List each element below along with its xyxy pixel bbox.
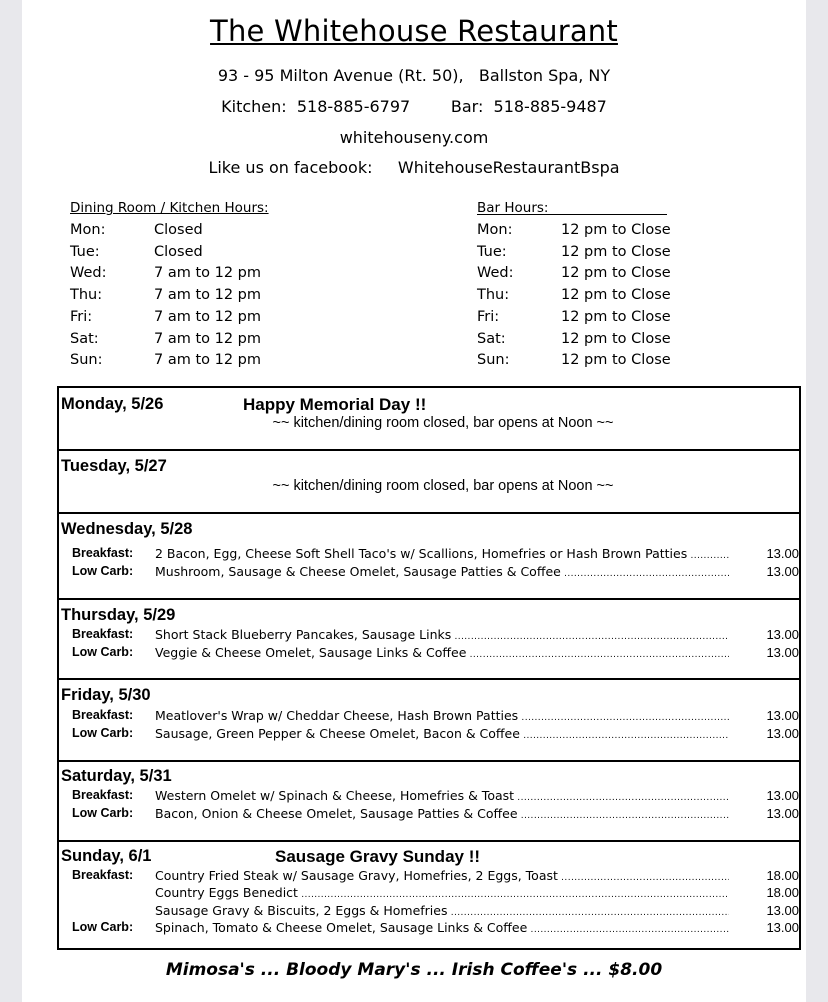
menu-item xyxy=(59,806,799,824)
hours-day: Mon: xyxy=(477,222,513,238)
hours-time: 12 pm to Close xyxy=(561,287,671,304)
divider xyxy=(59,512,799,514)
hours-day: Wed: xyxy=(70,265,107,282)
menu-item xyxy=(59,708,799,726)
drinks-special xyxy=(22,960,806,980)
bar-hours-heading: Bar Hours: xyxy=(477,200,549,216)
monday-special: Happy Memorial Day !! xyxy=(243,395,427,414)
hours-day: Sat: xyxy=(477,330,506,347)
hours-day: Sun: xyxy=(477,352,510,369)
address-line xyxy=(22,66,806,85)
divider xyxy=(59,449,799,451)
item-price: 13.00 xyxy=(766,645,799,660)
dining-hours-row xyxy=(70,284,370,306)
hours-day: Mon: xyxy=(70,222,106,238)
divider xyxy=(59,678,799,680)
bar-hours-row xyxy=(477,349,777,371)
item-category: Low Carb: xyxy=(72,564,134,578)
hours-day: Thu: xyxy=(477,287,510,304)
bar-hours-row xyxy=(477,328,777,350)
item-price: 18.00 xyxy=(766,868,799,883)
hours-day: Sun: xyxy=(70,352,103,369)
menu-item xyxy=(59,627,799,645)
item-description: Country Fried Steak w/ Sausage Gravy, Homefries, 2 Eggs, Toast ..... xyxy=(155,868,729,883)
day-tuesday: Tuesday, 5/27 xyxy=(61,457,167,475)
item-category: Breakfast: xyxy=(72,627,134,641)
item-category: Breakfast: xyxy=(72,546,134,560)
menu-item xyxy=(59,564,799,582)
bar-label: Bar: xyxy=(450,97,484,116)
hours-day: Thu: xyxy=(70,287,103,304)
item-description: Meatlover's Wrap w/ Cheddar Cheese, Hash Brown Patties ..... xyxy=(155,708,729,723)
hours-time: 12 pm to Close xyxy=(561,330,671,347)
drinks-price: $8.00 xyxy=(608,960,663,980)
website-link[interactable]: whitehouseny.com xyxy=(339,128,489,147)
dining-hours-row xyxy=(70,262,370,284)
item-category: Low Carb: xyxy=(72,645,134,659)
day-saturday: Saturday, 5/31 xyxy=(61,767,172,785)
item-price: 13.00 xyxy=(766,806,799,821)
dining-hours-row xyxy=(70,349,370,371)
item-category: Breakfast: xyxy=(72,788,134,802)
hours-time: 12 pm to Close xyxy=(561,222,671,238)
bar-hours-row xyxy=(477,262,777,284)
item-description: Veggie & Cheese Omelet, Sausage Links & Coffee ..... xyxy=(155,645,729,660)
hours-day: Tue: xyxy=(70,243,100,260)
phone-line xyxy=(22,97,806,116)
hours-time: 7 am to 12 pm xyxy=(154,265,262,282)
hours-time: Closed xyxy=(154,222,203,238)
day-monday: Monday, 5/26 xyxy=(61,395,164,413)
dining-hours-row xyxy=(70,219,370,241)
menu-item xyxy=(59,920,799,938)
item-category: Low Carb: xyxy=(72,920,134,934)
menu-item xyxy=(59,868,799,886)
kitchen-phone[interactable]: 518-885-6797 xyxy=(296,97,411,116)
dining-hours-row xyxy=(70,328,370,350)
facebook-handle[interactable]: WhitehouseRestaurantBspa xyxy=(397,158,620,177)
hours-time: 7 am to 12 pm xyxy=(154,352,262,369)
menu-item xyxy=(59,546,799,564)
hours-time: 7 am to 12 pm xyxy=(154,287,262,304)
tuesday-note: ~~ kitchen/dining room closed, bar opens at Noon ~~ xyxy=(272,478,614,494)
item-description: Bacon, Onion & Cheese Omelet, Sausage Patties & Coffee ..... xyxy=(155,806,729,821)
hours-time: 12 pm to Close xyxy=(561,243,671,260)
item-description: Spinach, Tomato & Cheese Omelet, Sausage Links & Coffee ..... xyxy=(155,920,729,935)
monday-note: ~~ kitchen/dining room closed, bar opens at Noon ~~ xyxy=(272,415,614,431)
item-description: Sausage, Green Pepper & Cheese Omelet, Bacon & Coffee ..... xyxy=(155,726,729,741)
facebook-label: Like us on facebook: xyxy=(208,158,373,177)
divider xyxy=(59,760,799,762)
item-description: Country Eggs Benedict ..... xyxy=(155,885,729,900)
menu-item xyxy=(59,645,799,663)
restaurant-title: The Whitehouse Restaurant xyxy=(210,14,618,48)
item-description: Short Stack Blueberry Pancakes, Sausage Links ..... xyxy=(155,627,729,642)
drinks-list: Mimosa's ... Bloody Mary's ... Irish Coffee's ... xyxy=(165,960,603,980)
item-description: Mushroom, Sausage & Cheese Omelet, Sausage Patties & Coffee ..... xyxy=(155,564,729,579)
bar-hours-underline xyxy=(477,214,667,215)
hours-time: Closed xyxy=(154,243,203,260)
bar-hours-row xyxy=(477,241,777,263)
menu-page xyxy=(22,0,806,1002)
sunday-special: Sausage Gravy Sunday !! xyxy=(275,847,481,866)
item-price: 13.00 xyxy=(766,788,799,803)
city: Ballston Spa, NY xyxy=(478,66,611,85)
hours-day: Tue: xyxy=(477,243,507,260)
bar-hours-row xyxy=(477,219,777,241)
item-description: 2 Bacon, Egg, Cheese Soft Shell Taco's w/ Scallions, Homefries or Hash Brown Patties ..... xyxy=(155,546,729,561)
hours-time: 12 pm to Close xyxy=(561,352,671,369)
hours-day: Wed: xyxy=(477,265,514,282)
menu-item xyxy=(59,726,799,744)
dining-hours-row xyxy=(70,306,370,328)
hours-time: 7 am to 12 pm xyxy=(154,308,262,325)
website-line xyxy=(22,128,806,147)
day-sunday: Sunday, 6/1 xyxy=(61,847,152,865)
hours-time: 12 pm to Close xyxy=(561,265,671,282)
menu-item xyxy=(59,903,799,921)
item-price: 13.00 xyxy=(766,627,799,642)
item-category: Breakfast: xyxy=(72,708,134,722)
day-wednesday: Wednesday, 5/28 xyxy=(61,520,193,538)
item-category: Low Carb: xyxy=(72,726,134,740)
facebook-line xyxy=(22,158,806,177)
item-category: Breakfast: xyxy=(72,868,134,882)
bar-phone[interactable]: 518-885-9487 xyxy=(493,97,607,116)
item-price: 13.00 xyxy=(766,920,799,935)
hours-day: Fri: xyxy=(477,308,500,325)
bar-hours-row xyxy=(477,284,777,306)
day-thursday: Thursday, 5/29 xyxy=(61,606,176,624)
hours-day: Fri: xyxy=(70,308,93,325)
hours-day: Sat: xyxy=(70,330,99,347)
menu-item xyxy=(59,885,799,903)
item-description: Sausage Gravy & Biscuits, 2 Eggs & Homefries ..... xyxy=(155,903,729,918)
address: 93 - 95 Milton Avenue (Rt. 50), xyxy=(217,66,464,85)
weekly-menu xyxy=(57,386,801,950)
item-price: 13.00 xyxy=(766,903,799,918)
item-category: Low Carb: xyxy=(72,806,134,820)
divider xyxy=(59,840,799,842)
day-friday: Friday, 5/30 xyxy=(61,686,151,704)
dining-hours-row xyxy=(70,241,370,263)
item-description: Western Omelet w/ Spinach & Cheese, Homefries & Toast ..... xyxy=(155,788,729,803)
menu-item xyxy=(59,788,799,806)
bar-hours-row xyxy=(477,306,777,328)
kitchen-label: Kitchen: xyxy=(221,97,287,116)
hours-time: 7 am to 12 pm xyxy=(154,330,262,347)
item-price: 18.00 xyxy=(766,885,799,900)
item-price: 13.00 xyxy=(766,726,799,741)
hours-time: 12 pm to Close xyxy=(561,308,671,325)
dining-hours-heading: Dining Room / Kitchen Hours: xyxy=(70,200,269,216)
item-price: 13.00 xyxy=(766,564,799,579)
item-price: 13.00 xyxy=(766,708,799,723)
item-price: 13.00 xyxy=(766,546,799,561)
divider xyxy=(59,598,799,600)
